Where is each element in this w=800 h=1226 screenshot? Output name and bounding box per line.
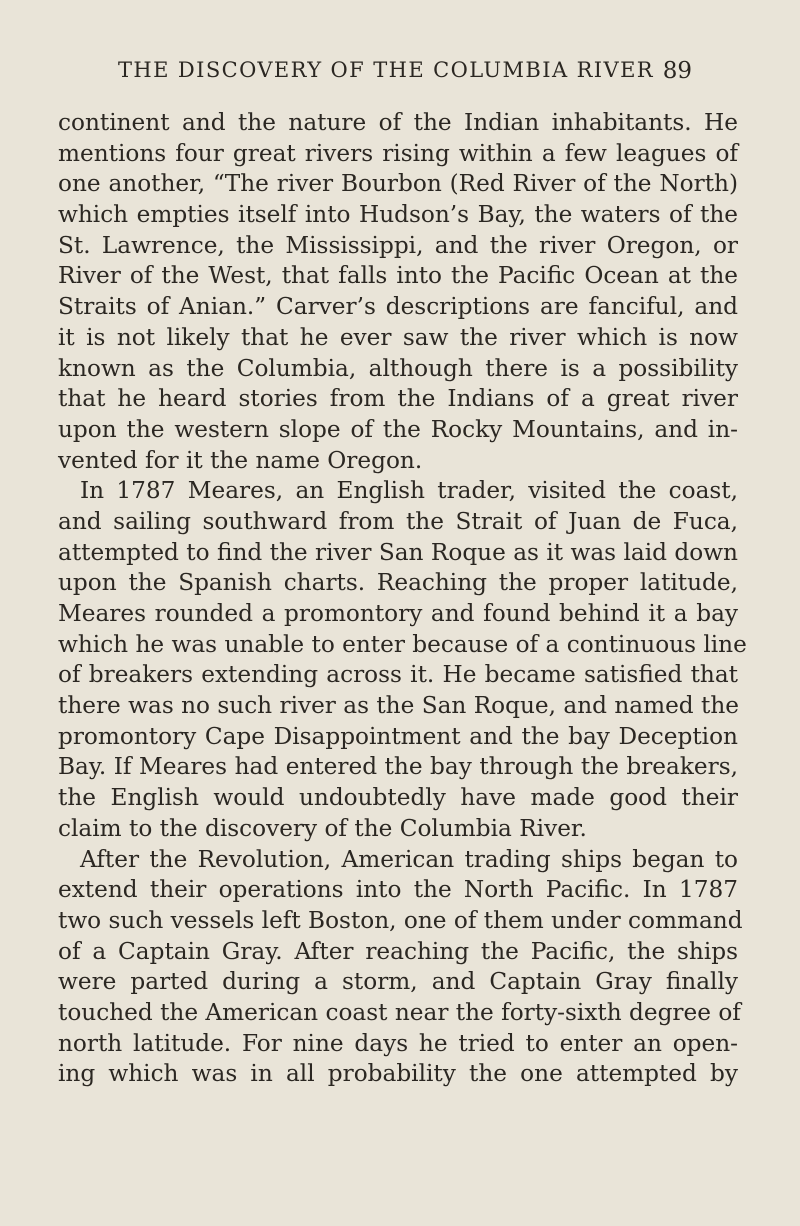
- text-line: upon the western slope of the Rocky Mountains, and in-: [58, 415, 738, 443]
- text-line: which empties itself into Hudson’s Bay, the waters of the: [58, 201, 738, 229]
- running-title: THE DISCOVERY OF THE COLUMBIA RIVER: [118, 58, 655, 82]
- text-line: vented for it the name Oregon.: [58, 446, 423, 474]
- running-head: [118, 58, 692, 88]
- text-line: upon the Spanish charts. Reaching the proper latitude,: [58, 569, 738, 597]
- text-line: of breakers extending across it. He became satisfied that: [58, 661, 738, 689]
- text-line: Bay. If Meares had entered the bay through the breakers,: [58, 753, 738, 781]
- text-line: there was no such river as the San Roque, and named the: [58, 692, 739, 720]
- text-line: Meares rounded a promontory and found behind it a bay: [58, 600, 738, 627]
- text-line: extend their operations into the North Pacific. In 1787: [58, 876, 738, 904]
- text-line: known as the Columbia, although there is a possibility: [58, 354, 738, 382]
- text-line: north latitude. For nine days he tried to enter an open-: [58, 1029, 738, 1057]
- text-line: that he heard stories from the Indians of a great river: [58, 385, 738, 413]
- text-line: River of the West, that falls into the Pacific Ocean at the: [58, 262, 738, 290]
- text-line: Straits of Anian.” Carver’s descriptions are fanciful, and: [58, 293, 738, 321]
- text-line: In 1787 Meares, an English trader, visited the coast,: [80, 477, 738, 505]
- text-line: mentions four great rivers rising within a few leagues of: [58, 139, 738, 167]
- text-line: claim to the discovery of the Columbia River.: [58, 814, 587, 842]
- text-line: of a Captain Gray. After reaching the Pacific, the ships: [58, 937, 738, 965]
- text-line: the English would undoubtedly have made good their: [58, 784, 738, 812]
- text-line: it is not likely that he ever saw the river which is now: [58, 323, 738, 351]
- text-line: and sailing southward from the Strait of Juan de Fuca,: [58, 507, 738, 535]
- text-line: touched the American coast near the forty-sixth degree of: [58, 998, 741, 1026]
- text-line: ing which was in all probability the one attempted by: [58, 1060, 738, 1088]
- text-line: were parted during a storm, and Captain Gray finally: [58, 968, 738, 996]
- page-number: 89: [662, 58, 692, 84]
- text-line: one another, “The river Bourbon (Red River of the North): [58, 170, 738, 198]
- text-line: two such vessels left Boston, one of them under command: [58, 906, 743, 934]
- body-text: [58, 108, 747, 1090]
- text-line: After the Revolution, American trading ships began to: [80, 845, 738, 873]
- text-line: St. Lawrence, the Mississippi, and the river Oregon, or: [58, 231, 738, 259]
- text-line: which he was unable to enter because of a continuous line: [58, 630, 747, 658]
- text-line: promontory Cape Disappointment and the bay Deception: [58, 722, 738, 750]
- text-line: continent and the nature of the Indian inhabitants. He: [58, 109, 738, 136]
- text-line: attempted to find the river San Roque as it was laid down: [58, 538, 738, 566]
